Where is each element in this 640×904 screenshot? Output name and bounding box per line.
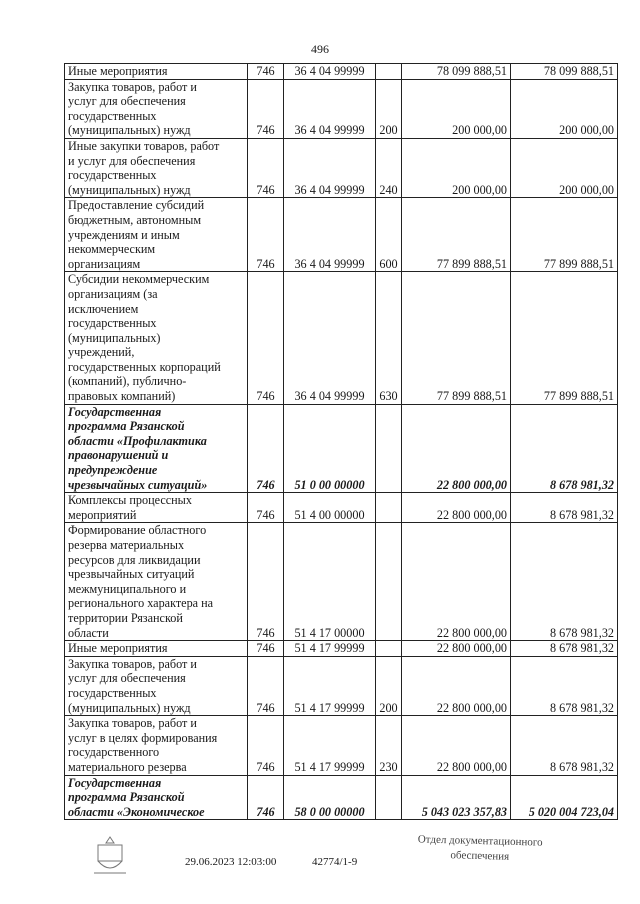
cell-ministry: 746 <box>248 775 284 820</box>
cell-ministry: 746 <box>248 656 284 715</box>
row-name-line: области «Профилактика <box>68 433 207 448</box>
row-name-line: организациям <box>68 256 141 271</box>
cell-ministry: 746 <box>248 716 284 775</box>
cell-target: 51 4 17 99999 <box>284 656 376 715</box>
row-name-line: мероприятий <box>68 507 137 522</box>
row-name-line: и услуг для обеспечения <box>68 153 196 168</box>
cell-type: 200 <box>376 656 402 715</box>
row-name <box>65 641 248 657</box>
cell-sum1: 200 000,00 <box>402 138 511 197</box>
footer-datetime: 29.06.2023 12:03:00 <box>185 856 277 868</box>
stamp-line: Отдел документационного <box>417 833 543 849</box>
row-name-line: территории Рязанской <box>68 610 183 625</box>
row-name <box>65 79 248 138</box>
cell-target: 51 4 17 99999 <box>284 716 376 775</box>
row-name-line: учреждениям и иным <box>68 227 180 242</box>
row-name <box>65 775 248 820</box>
cell-sum1: 22 800 000,00 <box>402 404 511 493</box>
row-name-line: Иные мероприятия <box>68 64 168 78</box>
row-name-line: предупреждение <box>68 463 158 478</box>
cell-target: 36 4 04 99999 <box>284 272 376 404</box>
cell-sum2: 8 678 981,32 <box>511 716 618 775</box>
row-name-line: межмуниципального и <box>68 581 187 596</box>
cell-target: 51 4 00 00000 <box>284 493 376 523</box>
row-name-line: (муниципальных) нужд <box>68 182 191 197</box>
cell-ministry: 746 <box>248 272 284 404</box>
cell-sum1: 22 800 000,00 <box>402 641 511 657</box>
cell-ministry: 746 <box>248 523 284 641</box>
row-name-line: резерва материальных <box>68 538 185 552</box>
cell-sum2: 8 678 981,32 <box>511 493 618 523</box>
row-name-line: правонарушений и <box>68 448 169 463</box>
row-name <box>65 272 248 404</box>
table-row <box>65 404 618 493</box>
row-name-line: Предоставление субсидий <box>68 198 205 213</box>
row-name-line: (муниципальных) нужд <box>68 700 191 715</box>
row-name-line: области <box>68 625 109 640</box>
row-name-line: Закупка товаров, работ и <box>68 716 197 731</box>
coat-of-arms-icon <box>92 835 128 877</box>
row-name-line: государственных <box>68 108 157 123</box>
row-name-line: государственного <box>68 745 160 760</box>
row-name <box>65 523 248 641</box>
cell-type <box>376 404 402 493</box>
cell-ministry: 746 <box>248 404 284 493</box>
cell-sum2: 77 899 888,51 <box>511 198 618 272</box>
cell-sum1: 22 800 000,00 <box>402 523 511 641</box>
table-row <box>65 64 618 80</box>
row-name-line: (муниципальных) <box>68 330 161 345</box>
cell-sum1: 22 800 000,00 <box>402 493 511 523</box>
table-row <box>65 641 618 657</box>
row-name-line: услуг для обеспечения <box>68 671 186 686</box>
row-name <box>65 404 248 493</box>
row-name-line: Закупка товаров, работ и <box>68 656 197 671</box>
row-name-line: чрезвычайных ситуаций <box>68 567 195 582</box>
cell-sum1: 200 000,00 <box>402 79 511 138</box>
row-name-line: Иные закупки товаров, работ <box>68 138 220 153</box>
row-name-line: услуг в целях формирования <box>68 730 218 745</box>
cell-ministry: 746 <box>248 64 284 80</box>
footer-doc-number: 42774/1-9 <box>312 856 358 868</box>
cell-sum1: 77 899 888,51 <box>402 272 511 404</box>
row-name-line: Иные мероприятия <box>68 641 168 656</box>
cell-type <box>376 523 402 641</box>
row-name-line: (компаний), публично- <box>68 374 187 389</box>
cell-type <box>376 775 402 820</box>
cell-sum1: 22 800 000,00 <box>402 716 511 775</box>
cell-ministry: 746 <box>248 198 284 272</box>
row-name-line: исключением <box>68 301 139 316</box>
cell-sum1: 5 043 023 357,83 <box>402 775 511 820</box>
table-row <box>65 272 618 404</box>
table-row <box>65 493 618 523</box>
row-name-line: государственных <box>68 685 157 700</box>
row-name-line: чрезвычайных ситуаций» <box>68 477 208 492</box>
cell-target: 36 4 04 99999 <box>284 138 376 197</box>
row-name-line: правовых компаний) <box>68 389 176 404</box>
row-name-line: ресурсов для ликвидации <box>68 552 201 567</box>
row-name-line: области «Экономическое <box>68 804 205 819</box>
cell-ministry: 746 <box>248 493 284 523</box>
row-name <box>65 138 248 197</box>
row-name-line: некоммерческим <box>68 242 156 257</box>
row-name-line: программа Рязанской <box>68 419 185 434</box>
cell-type <box>376 641 402 657</box>
row-name-line: услуг для обеспечения <box>68 94 186 109</box>
cell-sum1: 22 800 000,00 <box>402 656 511 715</box>
row-name <box>65 656 248 715</box>
table-row <box>65 198 618 272</box>
row-name-line: Субсидии некоммерческим <box>68 272 210 287</box>
row-name-line: организациям (за <box>68 286 158 301</box>
cell-target: 51 4 17 99999 <box>284 641 376 657</box>
row-name-line: государственных <box>68 168 157 183</box>
cell-sum1: 77 899 888,51 <box>402 198 511 272</box>
cell-target: 36 4 04 99999 <box>284 64 376 80</box>
cell-type: 200 <box>376 79 402 138</box>
page-number: 496 <box>311 42 329 56</box>
row-name-line: Комплексы процессных <box>68 493 192 508</box>
cell-type: 630 <box>376 272 402 404</box>
row-name <box>65 493 248 523</box>
row-name-line: бюджетным, автономным <box>68 212 202 227</box>
row-name-line: Государственная <box>68 775 162 790</box>
cell-type <box>376 493 402 523</box>
cell-sum2: 200 000,00 <box>511 138 618 197</box>
row-name-line: Закупка товаров, работ и <box>68 79 197 94</box>
cell-type: 230 <box>376 716 402 775</box>
cell-sum2: 8 678 981,32 <box>511 404 618 493</box>
row-name <box>65 64 248 80</box>
row-name-line: государственных <box>68 316 157 331</box>
budget-table <box>64 63 618 820</box>
table-row <box>65 656 618 715</box>
row-name <box>65 716 248 775</box>
cell-target: 58 0 00 00000 <box>284 775 376 820</box>
table-row <box>65 716 618 775</box>
cell-sum2: 8 678 981,32 <box>511 641 618 657</box>
table-row <box>65 523 618 641</box>
row-name-line: Государственная <box>68 404 162 419</box>
row-name <box>65 198 248 272</box>
cell-sum2: 8 678 981,32 <box>511 656 618 715</box>
cell-sum1: 78 099 888,51 <box>402 64 511 80</box>
cell-sum2: 77 899 888,51 <box>511 272 618 404</box>
cell-type <box>376 64 402 80</box>
cell-sum2: 200 000,00 <box>511 79 618 138</box>
cell-ministry: 746 <box>248 138 284 197</box>
table-row <box>65 138 618 197</box>
cell-target: 36 4 04 99999 <box>284 79 376 138</box>
cell-ministry: 746 <box>248 79 284 138</box>
cell-target: 36 4 04 99999 <box>284 198 376 272</box>
row-name-line: регионального характера на <box>68 596 214 611</box>
row-name-line: материального резерва <box>68 759 187 774</box>
cell-type: 240 <box>376 138 402 197</box>
row-name-line: учреждений, <box>68 345 135 360</box>
row-name-line: Формирование областного <box>68 523 207 538</box>
cell-target: 51 4 17 00000 <box>284 523 376 641</box>
row-name-line: (муниципальных) нужд <box>68 123 191 138</box>
cell-type: 600 <box>376 198 402 272</box>
cell-sum2: 5 020 004 723,04 <box>511 775 618 820</box>
cell-sum2: 78 099 888,51 <box>511 64 618 80</box>
cell-sum2: 8 678 981,32 <box>511 523 618 641</box>
row-name-line: государственных корпораций <box>68 359 221 374</box>
stamp <box>400 832 561 866</box>
stamp-line: обеспечения <box>450 849 510 863</box>
cell-target: 51 0 00 00000 <box>284 404 376 493</box>
table-row <box>65 79 618 138</box>
row-name-line: программа Рязанской <box>68 790 185 805</box>
table-row <box>65 775 618 820</box>
cell-ministry: 746 <box>248 641 284 657</box>
